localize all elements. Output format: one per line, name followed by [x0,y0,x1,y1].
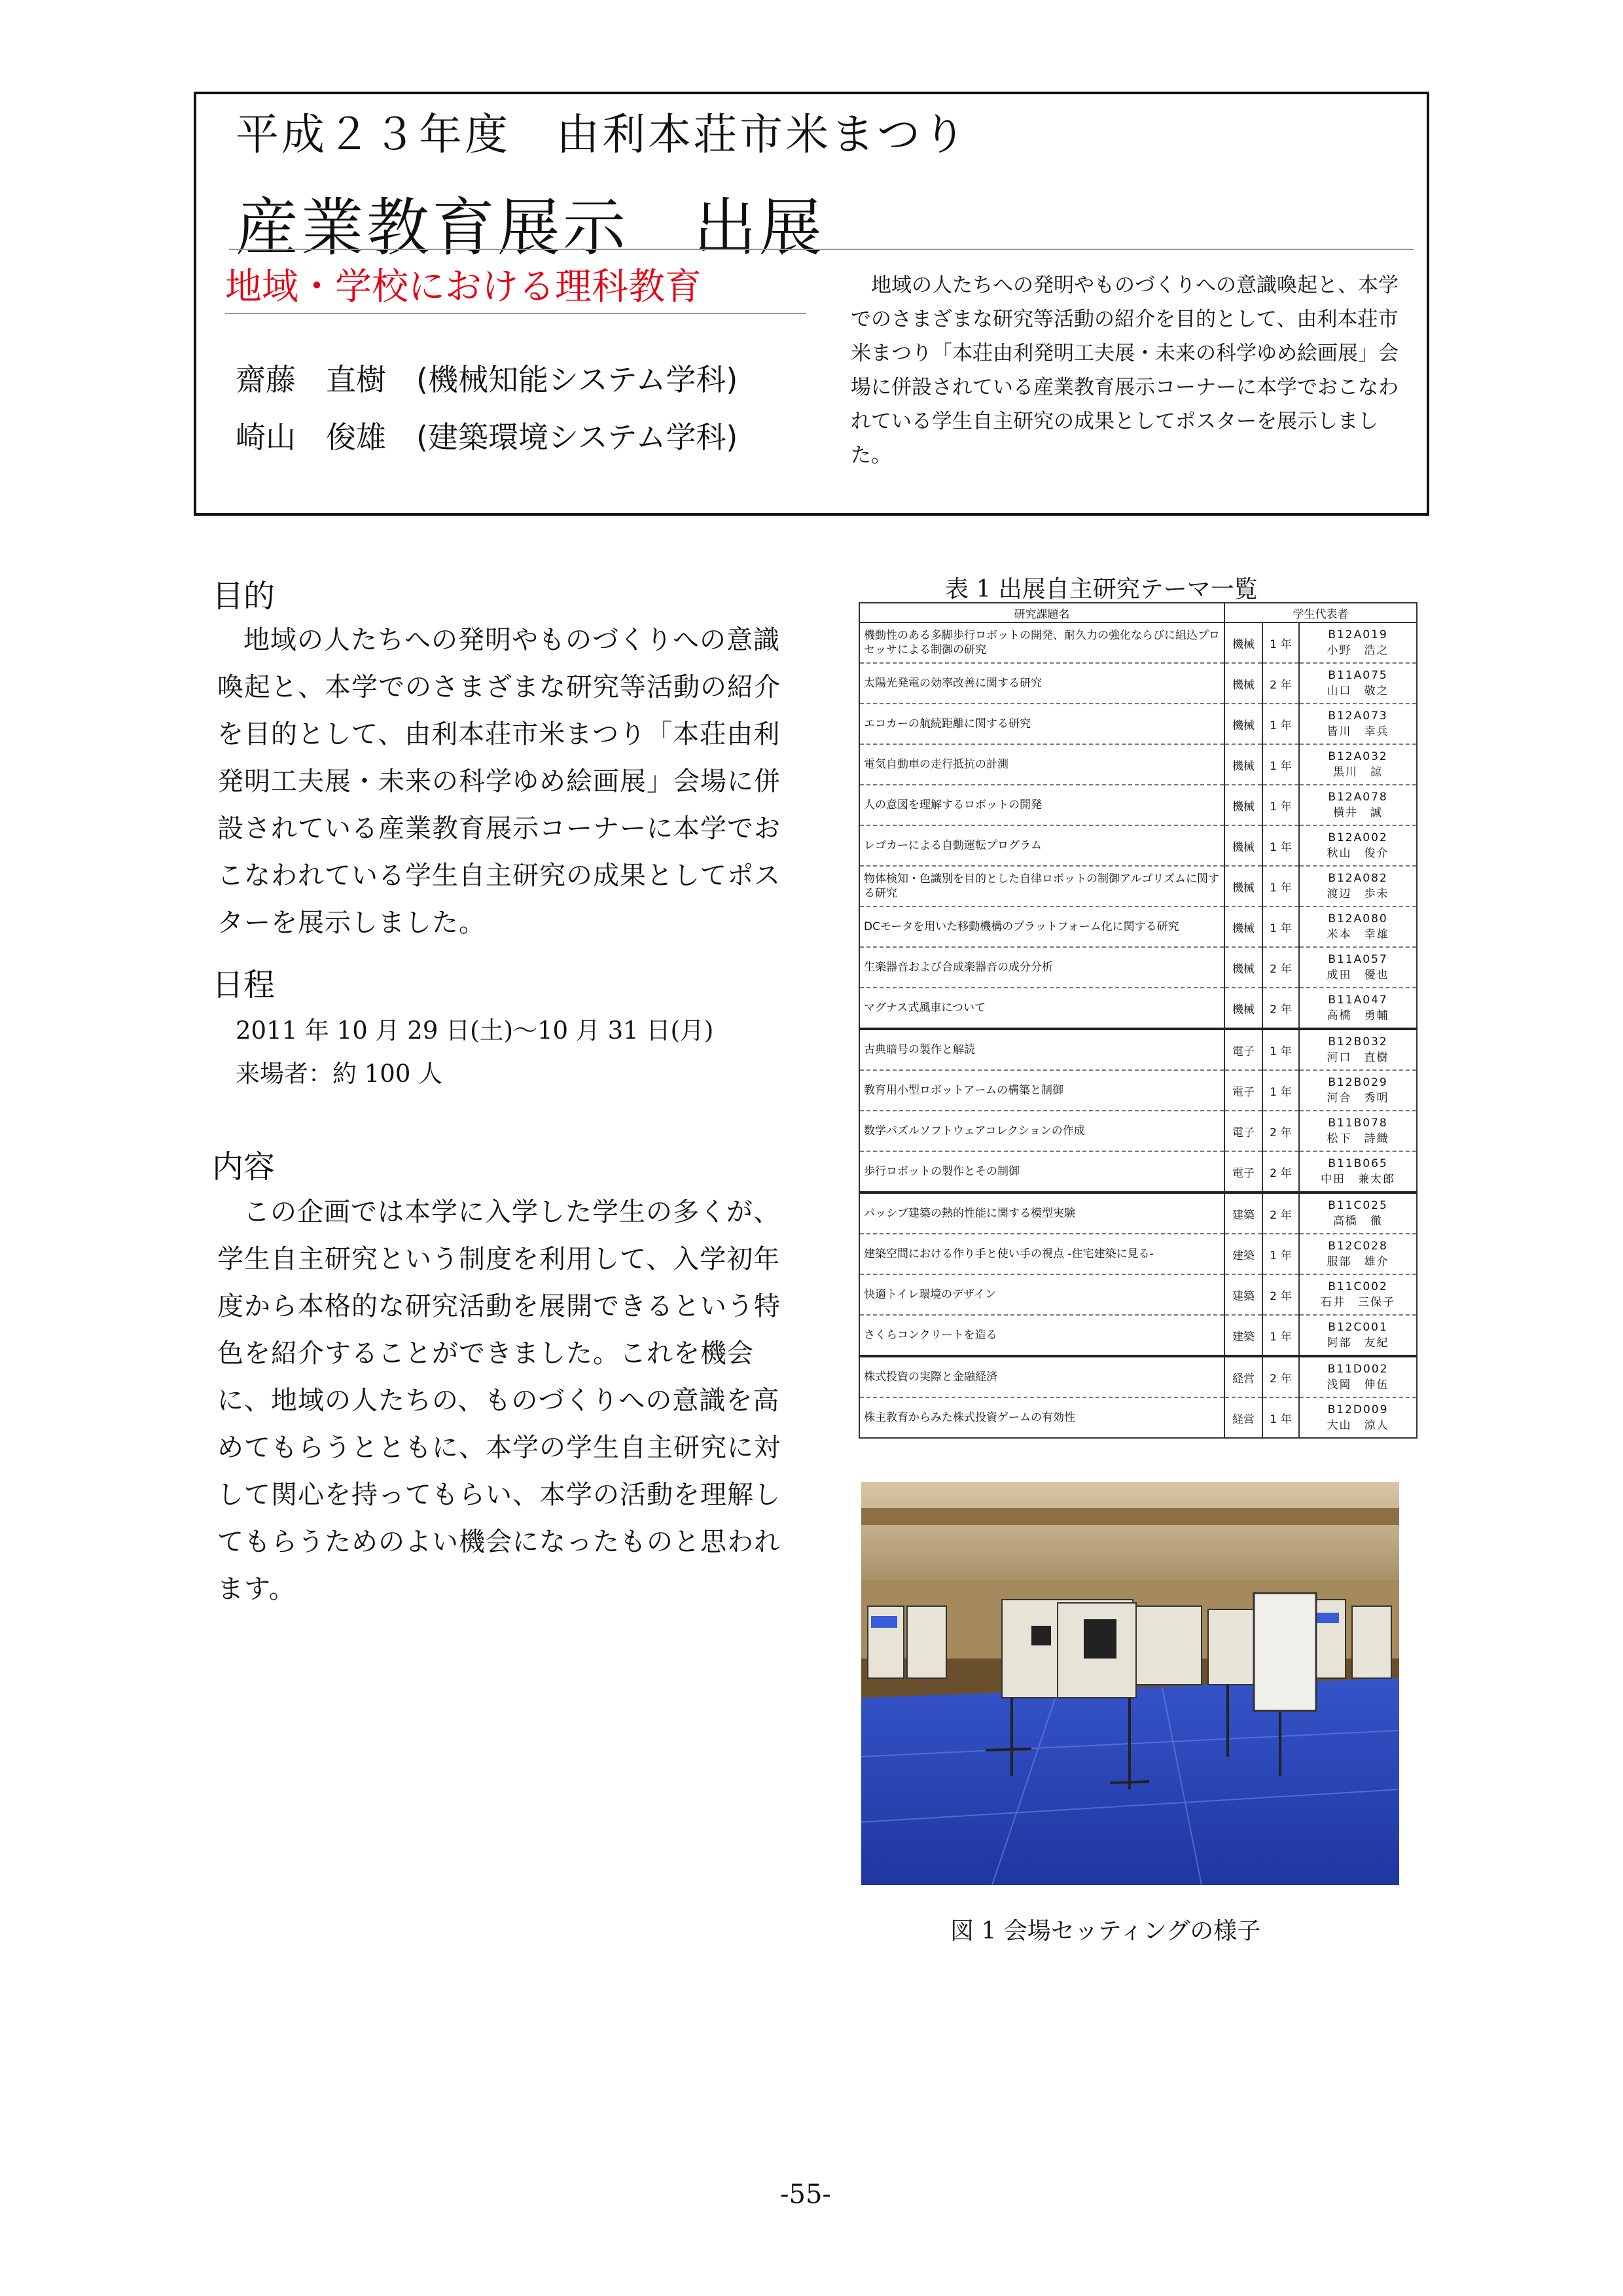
cell-dept: 経営 [1224,1356,1262,1397]
cell-dept: 機械 [1224,988,1262,1029]
cell-year [1262,1029,1299,1070]
header-box [194,92,1429,516]
student-name: 阿部 友紀 [1327,1336,1389,1350]
year-number: 1 [1270,637,1277,651]
table-row [859,744,1417,785]
year-number: 1 [1270,1045,1277,1058]
cell-dept: 電子 [1224,1151,1262,1193]
student-name: 黒川 諒 [1333,766,1383,779]
cell-year [1262,906,1299,947]
cell-representative [1299,785,1417,825]
table-row [859,1029,1417,1070]
table-row [859,1151,1417,1193]
cell-year [1262,1070,1299,1111]
year-number: 1 [1270,922,1277,935]
cell-representative [1299,1234,1417,1274]
student-name: 松下 詩織 [1327,1132,1389,1145]
student-name: 皆川 幸兵 [1327,725,1389,738]
table-row [859,947,1417,988]
cell-year [1262,1151,1299,1193]
author-2: 崎山 俊雄 (建築環境システム学科) [236,420,738,455]
figure-caption: 図 1 会場セッティングの様子 [950,1918,1261,1945]
cell-dept: 機械 [1224,785,1262,825]
year-number: 2 [1270,1003,1277,1016]
abstract: 地域の人たちへの発明やものづくりへの意識喚起と、本学でのさまざまな研究等活動の紹介を目的として、由利本荘市米まつり「本荘由利発明工夫展・未来の科学ゆめ絵画展」会場に併設されている産業教育展示コーナーに本学でおこなわれている学生自主研究の成果としてポスターを展示しました。 [851,274,1399,467]
cell-year [1262,1397,1299,1438]
table-row [859,1193,1417,1234]
year-number: 2 [1270,1208,1277,1222]
year-suffix: 年 [1280,1126,1292,1139]
cell-title: DCモータを用いた移動機構のプラットフォーム化に関する研究 [859,906,1224,947]
year-number: 2 [1270,962,1277,976]
table-body [859,622,1417,1438]
author-1: 齋藤 直樹 (機械知能システム学科) [236,362,738,397]
subtitle-divider [225,313,806,314]
year-number: 1 [1270,881,1277,895]
cell-representative [1299,825,1417,866]
cell-title: 機動性のある多脚歩行ロボットの開発、耐久力の強化ならびに組込プロセッサによる制御の研究 [859,622,1224,663]
table-row [859,988,1417,1029]
year-number: 1 [1270,719,1277,732]
cell-representative [1299,663,1417,704]
cell-representative [1299,1193,1417,1234]
student-name: 成田 優也 [1327,969,1389,982]
schedule-heading: 日程 [212,967,276,1003]
student-id: B11A057 [1328,953,1388,966]
cell-dept: 機械 [1224,663,1262,704]
year-suffix: 年 [1280,922,1292,935]
cell-title: パッシブ建築の熱的性能に関する模型実験 [859,1193,1224,1234]
year-number: 1 [1270,1249,1277,1263]
cell-dept: 電子 [1224,1070,1262,1111]
year-number: 1 [1270,759,1277,773]
cell-dept: 建築 [1224,1274,1262,1315]
cell-representative [1299,1029,1417,1070]
year-suffix: 年 [1280,1412,1292,1426]
cell-year [1262,1193,1299,1234]
student-name: 小野 浩之 [1327,644,1389,657]
student-id: B11A075 [1328,669,1388,682]
cell-title: 株主教育からみた株式投資ゲームの有効性 [859,1397,1224,1438]
cell-representative [1299,1070,1417,1111]
student-id: B12A082 [1328,872,1388,885]
cell-title: 株式投資の実際と金融経済 [859,1356,1224,1397]
table-row [859,704,1417,744]
cell-representative [1299,866,1417,906]
table-row [859,906,1417,947]
table-row [859,1274,1417,1315]
cell-dept: 機械 [1224,866,1262,906]
cell-dept: 機械 [1224,622,1262,663]
student-name: 横井 誠 [1333,806,1383,819]
student-name: 高橋 勇輔 [1327,1009,1389,1022]
table-caption: 表 1 出展自主研究テーマ一覧 [945,576,1258,603]
year-suffix: 年 [1280,840,1292,854]
purpose-heading: 目的 [212,578,276,615]
cell-year [1262,1315,1299,1356]
cell-representative [1299,906,1417,947]
year-suffix: 年 [1280,1330,1292,1344]
cell-representative [1299,622,1417,663]
cell-dept: 機械 [1224,906,1262,947]
cell-dept: 機械 [1224,704,1262,744]
student-id: B11B078 [1328,1117,1388,1130]
student-id: B11B065 [1328,1157,1388,1170]
student-id: B11C002 [1328,1280,1388,1293]
cell-representative [1299,1274,1417,1315]
cell-title: 快適トイレ環境のデザイン [859,1274,1224,1315]
schedule-date: 2011 年 10 月 29 日(土)～10 月 31 日(月) [236,1016,714,1045]
year-suffix: 年 [1280,1003,1292,1016]
cell-representative [1299,1315,1417,1356]
table-row [859,1234,1417,1274]
year-number: 2 [1270,1289,1277,1303]
year-suffix: 年 [1280,1208,1292,1222]
cell-title: 古典暗号の製作と解読 [859,1029,1224,1070]
year-number: 1 [1270,1412,1277,1426]
student-id: B12C028 [1328,1240,1388,1253]
theme-table [859,602,1418,1439]
year-number: 1 [1270,1085,1277,1099]
table-row [859,1111,1417,1151]
student-name: 秋山 俊介 [1327,847,1389,860]
student-id: B11D002 [1327,1363,1389,1376]
cell-representative [1299,1111,1417,1151]
cell-dept: 建築 [1224,1315,1262,1356]
cell-year [1262,704,1299,744]
student-id: B11A047 [1328,994,1388,1007]
year-suffix: 年 [1280,1372,1292,1386]
year-suffix: 年 [1280,1289,1292,1303]
student-id: B12A080 [1328,912,1388,925]
year-number: 2 [1270,1166,1277,1180]
cell-dept: 建築 [1224,1193,1262,1234]
table-row [859,1315,1417,1356]
venue-photo [861,1482,1399,1885]
table-row [859,1356,1417,1397]
student-name: 河口 直樹 [1327,1051,1389,1064]
cell-representative [1299,988,1417,1029]
table-row [859,785,1417,825]
cell-year [1262,1234,1299,1274]
cell-title: 太陽光発電の効率改善に関する研究 [859,663,1224,704]
cell-title: マグナス式風車について [859,988,1224,1029]
student-id: B12C001 [1328,1321,1388,1334]
page-title: 産業教育展示 出展 [236,191,825,264]
student-id: B12B029 [1328,1076,1388,1089]
cell-title: 物体検知・色識別を目的とした自律ロボットの制御アルゴリズムに関する研究 [859,866,1224,906]
student-id: B12D009 [1327,1403,1389,1416]
student-name: 渡辺 歩未 [1327,888,1389,901]
student-name: 大山 涼人 [1327,1419,1389,1432]
cell-dept: 経営 [1224,1397,1262,1438]
year-number: 1 [1270,840,1277,854]
year-suffix: 年 [1280,1085,1292,1099]
cell-dept: 建築 [1224,1234,1262,1274]
cell-year [1262,1356,1299,1397]
cell-title: 人の意図を理解するロボットの開発 [859,785,1224,825]
content-text: この企画では本学に入学した学生の多くが、学生自主研究という制度を利用して、入学初年度から本格的な研究活動を展開できるという特色を紹介することができました。これを機会に、地域の人たちの、ものづくりへの意識を高めてもらうとともに、本学の学生自主研究に対して関心を持ってもらい、本学の活動を理解してもらうためのよい機会になったものと思われます。 [217,1197,781,1604]
cell-year [1262,663,1299,704]
table-header-row [859,603,1417,622]
table-row [859,622,1417,663]
student-id: B12A073 [1328,709,1388,723]
schedule-visitors: 来場者：約 100 人 [236,1060,443,1088]
year-suffix: 年 [1280,678,1292,692]
year-number: 1 [1270,1330,1277,1344]
cell-year [1262,744,1299,785]
cell-title: 建築空間における作り手と使い手の視点 -住宅建築に見る- [859,1234,1224,1274]
cell-representative [1299,1397,1417,1438]
cell-dept: 電子 [1224,1029,1262,1070]
title-divider [229,249,1414,250]
cell-title: 歩行ロボットの製作とその制御 [859,1151,1224,1193]
student-name: 石井 三保子 [1321,1296,1396,1309]
header-title: 研究課題名 [859,603,1224,622]
table-row [859,1397,1417,1438]
table-row [859,825,1417,866]
year-suffix: 年 [1280,881,1292,895]
student-id: B12B032 [1328,1035,1388,1049]
year-suffix: 年 [1280,962,1292,976]
cell-representative [1299,744,1417,785]
year-number: 1 [1270,800,1277,814]
year-suffix: 年 [1280,800,1292,814]
year-suffix: 年 [1280,759,1292,773]
cell-year [1262,1274,1299,1315]
student-id: B12A032 [1328,750,1388,763]
year-suffix: 年 [1280,637,1292,651]
student-name: 浅岡 伸伍 [1327,1378,1389,1391]
student-name: 米本 幸雄 [1327,928,1389,941]
student-name: 高橋 徹 [1333,1215,1383,1228]
year-number: 2 [1270,678,1277,692]
student-name: 中田 兼太郎 [1321,1173,1396,1186]
cell-year [1262,1111,1299,1151]
cell-title: 電気自動車の走行抵抗の計測 [859,744,1224,785]
cell-year [1262,988,1299,1029]
cell-title: 数学パズルソフトウェアコレクションの作成 [859,1111,1224,1151]
student-name: 服部 雄介 [1327,1255,1389,1268]
cell-title: レゴカーによる自動運転プログラム [859,825,1224,866]
event-title: 平成２３年度 由利本荘市米まつり [236,109,969,160]
year-suffix: 年 [1280,1249,1292,1263]
student-name: 山口 敬之 [1327,685,1389,698]
page-number: -55- [780,2179,831,2210]
cell-representative [1299,1356,1417,1397]
student-id: B12A078 [1328,791,1388,804]
content-heading: 内容 [212,1149,276,1185]
cell-dept: 電子 [1224,1111,1262,1151]
cell-year [1262,622,1299,663]
year-number: 2 [1270,1372,1277,1386]
cell-representative [1299,1151,1417,1193]
student-id: B12A002 [1328,831,1388,844]
cell-title: 生楽器音および合成楽器音の成分分析 [859,947,1224,988]
subtitle: 地域・学校における理科教育 [225,266,702,308]
cell-dept: 機械 [1224,825,1262,866]
cell-year [1262,866,1299,906]
year-suffix: 年 [1280,719,1292,732]
cell-year [1262,825,1299,866]
student-name: 河合 秀明 [1327,1092,1389,1105]
year-suffix: 年 [1280,1166,1292,1180]
student-id: B12A019 [1328,628,1388,641]
table-row [859,866,1417,906]
cell-dept: 機械 [1224,947,1262,988]
cell-representative [1299,704,1417,744]
year-number: 2 [1270,1126,1277,1139]
cell-title: 教育用小型ロボットアームの構築と制御 [859,1070,1224,1111]
header-representative: 学生代表者 [1224,603,1417,622]
cell-dept: 機械 [1224,744,1262,785]
table-row [859,663,1417,704]
cell-representative [1299,947,1417,988]
table-row [859,1070,1417,1111]
purpose-text: 地域の人たちへの発明やものづくりへの意識喚起と、本学でのさまざまな研究等活動の紹介を目的として、由利本荘市米まつり「本荘由利発明工夫展・未来の科学ゆめ絵画展」会場に併設されている産業教育展示コーナーに本学でおこなわれている学生自主研究の成果としてポスターを展示しました。 [217,625,781,938]
student-id: B11C025 [1328,1199,1388,1212]
year-suffix: 年 [1280,1045,1292,1058]
cell-title: エコカーの航続距離に関する研究 [859,704,1224,744]
cell-title: さくらコンクリートを造る [859,1315,1224,1356]
cell-year [1262,785,1299,825]
cell-year [1262,947,1299,988]
